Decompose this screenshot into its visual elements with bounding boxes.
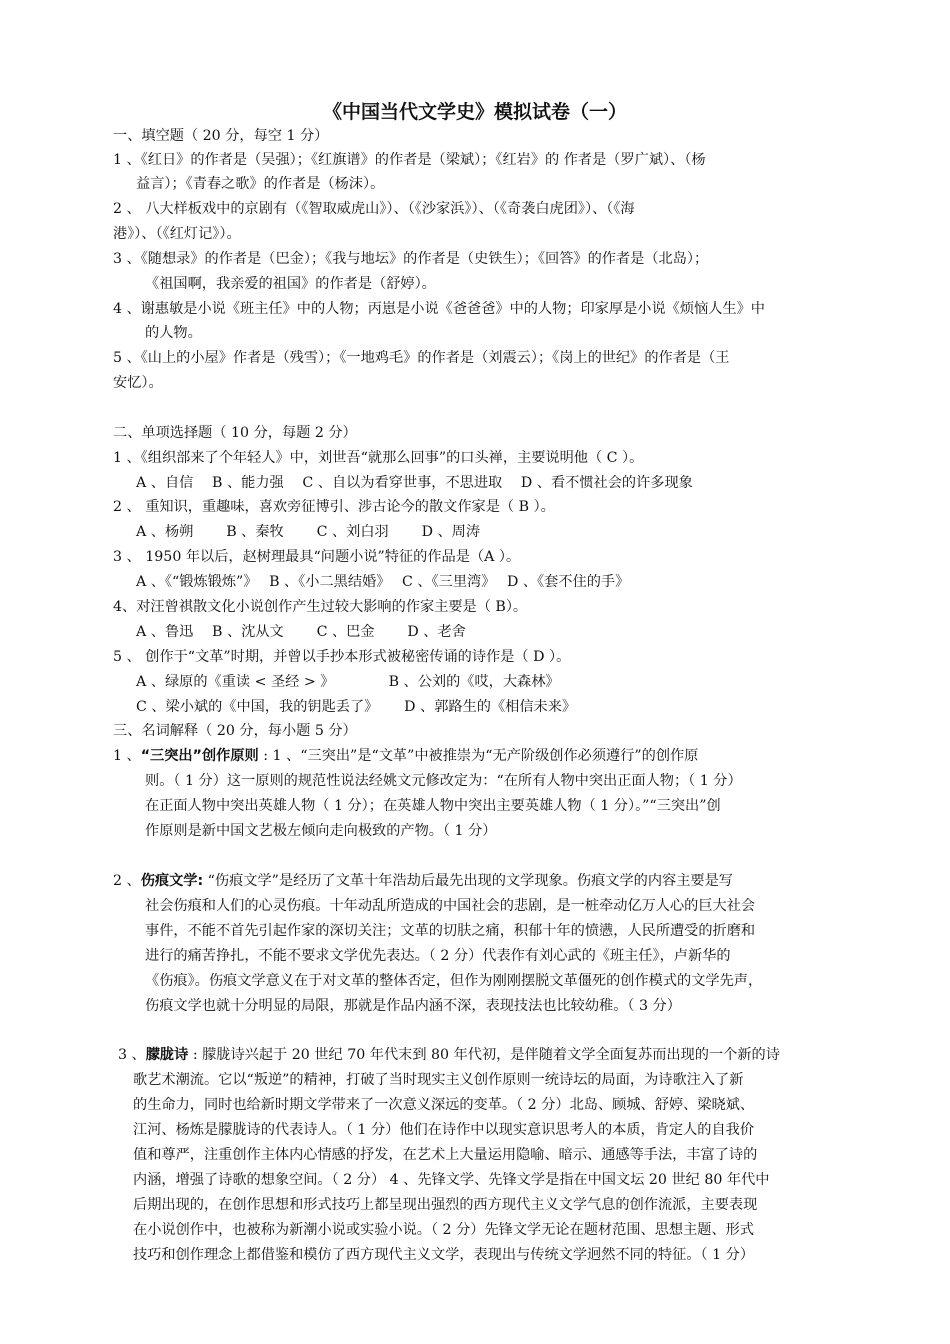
section-header: 三、名词解释（ 20 分，每小题 5 分） — [113, 723, 357, 739]
text-line: 2 、 八大样板戏中的京剧有（《智取威虎山》）、（《沙家浜》）、（《奇袭白虎团》）、（《海 — [113, 201, 635, 217]
text-line: 3 、《随想录》的作者是（巴金）；《我与地坛》的作者是（史铁生）；《回答》的作者是（北岛）； — [113, 251, 709, 267]
text-line: 伤痕文学也就十分明显的局限，那就是作品内涵不深，表现技法也比较幼稚。（ 3 分） — [145, 998, 681, 1014]
text-line: 作原则是新中国文艺极左倾向走向极致的产物。（ 1 分） — [145, 823, 497, 839]
text-line: 4 、谢惠敏是小说《班主任》中的人物；丙崽是小说《爸爸爸》中的人物；印家厚是小说《烦恼人生》中 — [113, 301, 765, 317]
options: A 、绿原的《重读 < 圣经 > 》 B 、公刘的《哎，大森林》 — [136, 674, 560, 690]
question: 4、对汪曾祺散文化小说创作产生过较大影响的作家主要是（ B）。 — [113, 599, 528, 615]
options: A 、自信 B 、能力强 C 、自以为看穿世事，不思进取 D 、看不惯社会的许多现象 — [136, 475, 693, 491]
term-text: : 朦胧诗兴起于 20 世纪 70 年代末到 80 年代初，是伴随着文学全面复苏而出现的一个新的诗 — [188, 1047, 780, 1063]
text-line: 《伤痕》。伤痕文学意义在于对文革的整体否定，但作为刚刚摆脱文革僵死的创作模式的文学先声， — [145, 973, 763, 989]
text-line: 益言）；《青春之歌》的作者是（杨沫）。 — [136, 176, 385, 192]
options: A 、鲁迅 B 、沈从文 C 、巴金 D 、老舍 — [136, 624, 466, 640]
term-number: 1 、 — [113, 748, 141, 764]
question: 3 、 1950 年以后，赵树理最具“问题小说”特征的作品是（A ）。 — [113, 549, 521, 565]
text-line: 技巧和创作理念上都借鉴和模仿了西方现代主义文学，表现出与传统文学迥然不同的特征。（ 1 分） — [133, 1247, 755, 1263]
text-line: 社会伤痕和人们的心灵伤痕。十年动乱所造成的中国社会的悲剧，是一桩牵动亿万人心的巨大社会 — [145, 898, 756, 914]
text-line: 歌艺术潮流。它以“叛逆”的精神，打破了当时现实主义创作原则一统诗坛的局面，为诗歌注入了新 — [133, 1072, 744, 1088]
text-line: 进行的痛苦挣扎，不能不要求文学优先表达。（ 2 分）代表作有刘心武的《班主任》，卢新华的 — [145, 948, 731, 964]
term-definition-2 — [113, 869, 733, 893]
question: 1 、《组织部来了个年轻人》中，刘世吾“就那么回事”的口头禅，主要说明他（ C ）。 — [113, 450, 644, 466]
options: A 、杨朔 B 、秦牧 C 、刘白羽 D 、周涛 — [136, 524, 481, 540]
text-line: 的人物。 — [145, 325, 202, 341]
text-line: 《祖国啊，我亲爱的祖国》的作者是（舒婷）。 — [145, 276, 436, 292]
term-definition-1 — [113, 744, 698, 768]
text-line: 在正面人物中突出英雄人物（ 1 分）；在英雄人物中突出主要英雄人物（ 1 分）。”“三突出”创 — [145, 798, 721, 814]
question: 2 、 重知识，重趣味，喜欢旁征博引、涉古论今的散文作家是（ B ）。 — [113, 499, 555, 515]
text-line: 则。（ 1 分）这一原则的规范性说法经姚文元修改定为：“在所有人物中突出正面人物；（ 1 分） — [145, 773, 742, 789]
section-header: 二、单项选择题（ 10 分，每题 2 分） — [113, 425, 357, 441]
text-line: 的生命力，同时也给新时期文学带来了一次意义深远的变革。（ 2 分）北岛、顾城、舒婷、梁晓斌、 — [133, 1097, 755, 1113]
options: C 、梁小斌的《中国，我的钥匙丢了》 D 、郭路生的《相信未来》 — [136, 699, 577, 715]
term-text: “伤痕文学”是经历了文革十年浩劫后最先出现的文学现象。伤痕文学的内容主要是写 — [203, 873, 733, 889]
text-line: 港》）、（《红灯记》）。 — [113, 226, 241, 242]
term-number: 2 、 — [113, 873, 141, 889]
text-line: 后期出现的，在创作思想和形式技巧上都呈现出强烈的西方现代主义文学气息的创作流派，主要表现 — [133, 1197, 758, 1213]
text-line: 5 、《山上的小屋》作者是（残雪）；《一地鸡毛》的作者是（刘震云）；《岗上的世纪》的作者是（王 — [113, 350, 730, 366]
section-header: 一、填空题（ 20 分，每空 1 分） — [113, 128, 329, 144]
text-line: 事件，不能不首先引起作家的深切关注；文革的切肤之痛，积郁十年的愤懑，人民所遭受的折磨和 — [145, 923, 756, 939]
term-definition-3 — [118, 1043, 780, 1067]
options: A 、《“锻炼锻炼”》 B 、《小二黑结婚》 C 、《三里湾》 D 、《套不住的手》 — [136, 574, 630, 590]
term-title: 伤痕文学: — [140, 873, 204, 889]
text-line: 江河、杨炼是朦胧诗的代表诗人。（ 1 分）他们在诗作中以现实意识思考人的本质，肯定人的自我价 — [133, 1122, 755, 1138]
term-title: “三突出”创作原则 — [140, 748, 259, 764]
text-line: 内涵，增强了诗歌的想象空间。（ 2 分） 4 、先锋文学、先锋文学是指在中国文坛 20 世纪 80 年代中 — [133, 1172, 770, 1188]
text-line: 1 、《红日》的作者是（吴强）；《红旗谱》的作者是（梁斌）；《红岩》的 作者是（罗广斌）、（杨 — [113, 152, 706, 168]
term-text: : 1 、“三突出”是“文革”中被推崇为“无产阶级创作必须遵行”的创作原 — [258, 748, 699, 764]
term-title: 朦胧诗 — [145, 1047, 189, 1063]
text-line: 在小说创作中，也被称为新潮小说或实验小说。（ 2 分）先锋文学无论在题材范围、思想主题、形式 — [133, 1222, 755, 1238]
page-title: 《中国当代文学史》模拟试卷（一） — [322, 101, 627, 123]
text-line: 值和尊严，注重创作主体内心情感的抒发，在艺术上大量运用隐喻、暗示、通感等手法，丰富了诗的 — [133, 1147, 758, 1163]
term-number: 3 、 — [118, 1047, 146, 1063]
text-line: 安忆）。 — [113, 375, 163, 391]
question: 5 、 创作于“文革”时期，并曾以手抄本形式被秘密传诵的诗作是（ D ）。 — [113, 649, 571, 665]
